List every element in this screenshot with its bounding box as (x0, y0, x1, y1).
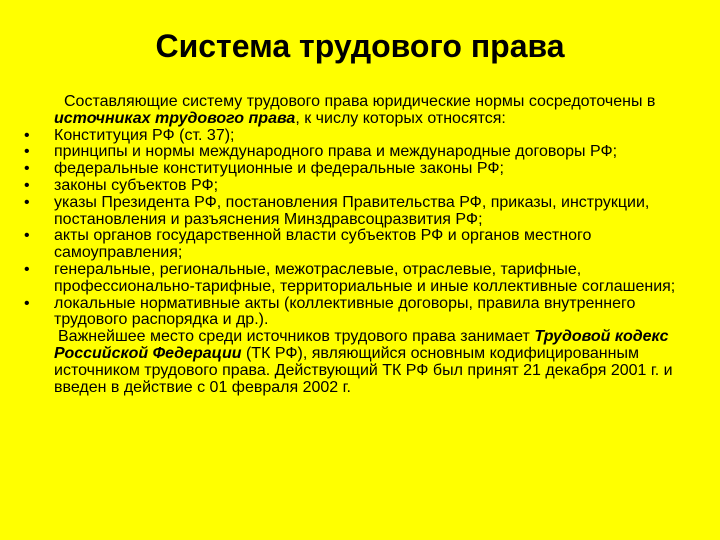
intro-emphasis: источниках трудового права (54, 109, 296, 127)
list-item-text: акты органов государственной власти субъектов РФ и органов местного самоуправления; (54, 227, 592, 262)
conclusion-emphasis: Трудовой кодекс Российской Федерации (54, 328, 669, 362)
list-item-text: локальные нормативные акты (коллективные договоры, правила внутреннего трудового распорядка и др.). (54, 294, 636, 329)
slide-title: Система трудового права (155, 28, 565, 64)
list-item (22, 161, 698, 178)
list-item (22, 228, 698, 262)
list-item (22, 296, 698, 330)
list-item-text: указы Президента РФ, постановления Правительства РФ, приказы, инструкции, постановления и разъяснения Минздравсоцразвития РФ; (54, 193, 650, 228)
list-item-text: законы субъектов РФ; (54, 176, 219, 194)
list-item (22, 195, 698, 229)
intro-text: Составляющие систему трудового права юридические нормы сосредоточены в (64, 93, 656, 110)
intro-text-end: , к числу которых относятся: (295, 109, 506, 127)
list-item (22, 262, 698, 296)
bullet-icon: • (24, 227, 30, 245)
list-item (22, 128, 698, 145)
bullet-icon: • (24, 294, 30, 312)
bullet-icon: • (24, 143, 30, 161)
list-item-text: генеральные, региональные, межотраслевые, отраслевые, тарифные, профессионально-тарифные, территориальные и иные коллективные соглашения; (54, 260, 676, 295)
list-item-text: федеральные конституционные и федеральные законы РФ; (54, 160, 504, 178)
slide-body (22, 94, 698, 396)
conclusion-text: Важнейшее место среди источников трудового права занимает (58, 328, 535, 346)
conclusion-paragraph (22, 329, 698, 396)
bullet-icon: • (24, 260, 30, 278)
bullet-icon: • (24, 160, 30, 178)
bullet-icon: • (24, 193, 30, 211)
bullet-icon: • (24, 126, 30, 144)
list-item (22, 178, 698, 195)
bullet-icon: • (24, 176, 30, 194)
list-item-text: принципы и нормы международного права и международные договоры РФ; (54, 143, 618, 161)
intro-paragraph (22, 94, 698, 128)
list-item (22, 144, 698, 161)
conclusion-text-end: (ТК РФ), являющийся основным кодифицированным источником трудового права. Действующий ТК РФ был принят 21 декабря 2001 г. и введен в действие с 01 февраля 2002 г. (54, 344, 673, 396)
sources-list (22, 128, 698, 330)
list-item-text: Конституция РФ (ст. 37); (54, 126, 235, 144)
